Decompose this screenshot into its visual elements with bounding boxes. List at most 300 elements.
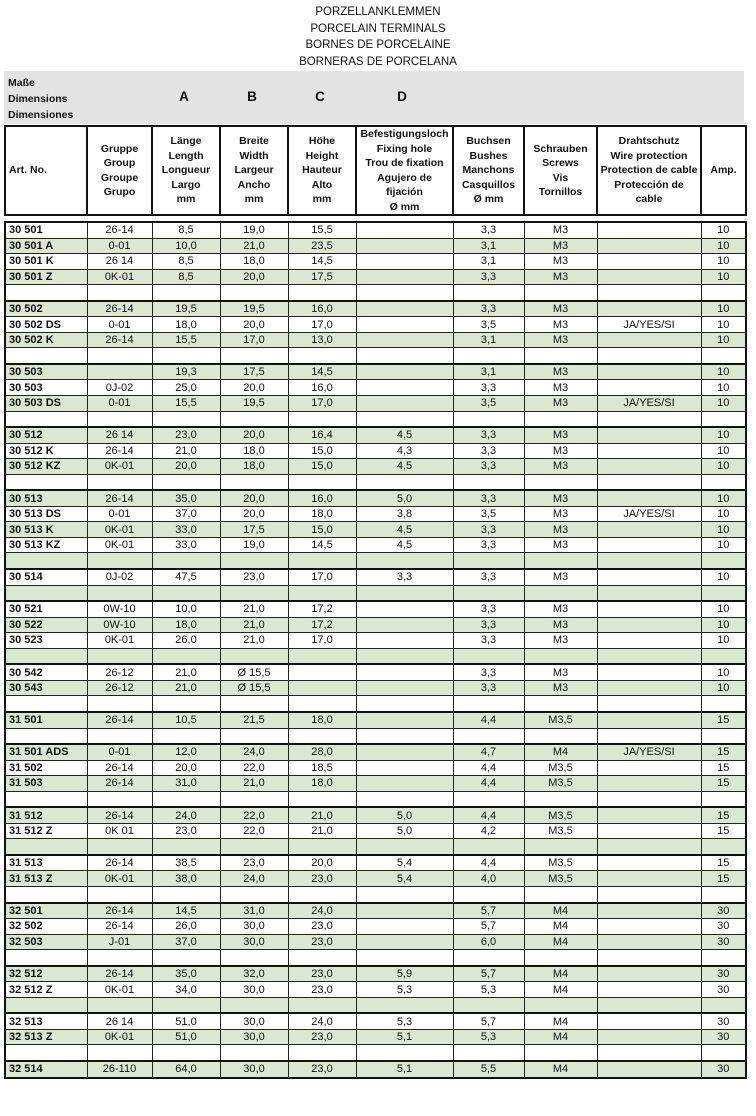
cell-fixing-hole: 5,3 (356, 982, 453, 998)
cell-fixing-hole (356, 919, 453, 935)
cell-amp: 10 (701, 601, 746, 617)
cell-length (152, 886, 220, 902)
cell-width (220, 1045, 288, 1061)
cell-amp (701, 839, 746, 855)
cell-wire-protection (597, 269, 701, 285)
cell-length: 26,0 (152, 633, 220, 649)
cell-amp: 30 (701, 903, 746, 919)
table-gap-row (5, 585, 746, 601)
cell-art-no: 32 513 Z (5, 1029, 87, 1045)
table-row (5, 934, 746, 950)
terminals-table (4, 125, 747, 1079)
cell-width (220, 696, 288, 712)
cell-art-no: 30 503 (5, 380, 87, 396)
cell-length: 33,0 (152, 522, 220, 538)
cell-group: 26-14 (87, 807, 152, 823)
cell-bushes: 3,3 (453, 633, 524, 649)
cell-screws: M3 (524, 380, 597, 396)
cell-screws (524, 728, 597, 744)
cell-bushes: 3,1 (453, 364, 524, 380)
cell-art-no: 30 543 (5, 680, 87, 696)
cell-width: 30,0 (220, 1013, 288, 1029)
cell-group: 0K-01 (87, 633, 152, 649)
cell-length (152, 1045, 220, 1061)
cell-height: 16,0 (288, 490, 356, 506)
cell-height (288, 997, 356, 1013)
cell-group (87, 791, 152, 807)
cell-width (220, 585, 288, 601)
cell-height: 14,5 (288, 254, 356, 270)
cell-group (87, 411, 152, 427)
cell-wire-protection (597, 443, 701, 459)
cell-length: 33,0 (152, 537, 220, 553)
cell-width: 21,0 (220, 601, 288, 617)
cell-wire-protection (597, 982, 701, 998)
cell-length: 10,0 (152, 238, 220, 254)
cell-height: 14,5 (288, 537, 356, 553)
cell-art-no: 30 501 (5, 222, 87, 238)
table-row (5, 855, 746, 871)
cell-width: 21,0 (220, 776, 288, 792)
cell-fixing-hole: 4,5 (356, 537, 453, 553)
cell-amp: 10 (701, 317, 746, 333)
cell-art-no: 32 512 (5, 966, 87, 982)
cell-amp (701, 585, 746, 601)
dimensions-band (4, 71, 744, 124)
cell-width (220, 839, 288, 855)
cell-art-no: 31 512 Z (5, 823, 87, 839)
cell-amp: 15 (701, 807, 746, 823)
cell-width: 30,0 (220, 919, 288, 935)
cell-amp: 10 (701, 633, 746, 649)
cell-bushes: 3,1 (453, 332, 524, 348)
cell-width (220, 950, 288, 966)
cell-art-no: 30 521 (5, 601, 87, 617)
cell-art-no: 30 523 (5, 633, 87, 649)
header-width: Breite Width Largeur Ancho mm (220, 126, 288, 215)
cell-amp: 10 (701, 380, 746, 396)
cell-bushes: 3,3 (453, 427, 524, 443)
cell-wire-protection (597, 648, 701, 664)
table-header-row (5, 126, 746, 215)
cell-width: 21,5 (220, 712, 288, 728)
cell-fixing-hole (356, 411, 453, 427)
cell-bushes: 4,4 (453, 776, 524, 792)
cell-group: 0-01 (87, 238, 152, 254)
cell-amp: 10 (701, 617, 746, 633)
header-screws: Schrauben Screws Vis Tornillos (524, 126, 597, 215)
cell-fixing-hole: 5,0 (356, 490, 453, 506)
cell-amp: 30 (701, 982, 746, 998)
cell-wire-protection (597, 332, 701, 348)
cell-group: 0K-01 (87, 522, 152, 538)
cell-group: 26-14 (87, 490, 152, 506)
cell-fixing-hole (356, 238, 453, 254)
cell-amp: 30 (701, 966, 746, 982)
table-row (5, 269, 746, 285)
cell-bushes: 3,3 (453, 301, 524, 317)
cell-height (288, 553, 356, 569)
cell-fixing-hole: 5,0 (356, 807, 453, 823)
cell-art-no: 30 501 Z (5, 269, 87, 285)
table-row (5, 1013, 746, 1029)
cell-screws: M3 (524, 506, 597, 522)
cell-fixing-hole (356, 712, 453, 728)
cell-fixing-hole: 5,0 (356, 823, 453, 839)
cell-width: 32,0 (220, 966, 288, 982)
cell-group: 0-01 (87, 744, 152, 760)
cell-wire-protection (597, 855, 701, 871)
cell-fixing-hole: 4,5 (356, 427, 453, 443)
cell-bushes (453, 285, 524, 301)
header-amp: Amp. (701, 126, 746, 215)
table-row (5, 364, 746, 380)
cell-length: 24,0 (152, 807, 220, 823)
cell-height (288, 411, 356, 427)
title-line-fr: BORNES DE PORCELAINE (305, 39, 451, 51)
cell-length: 8,5 (152, 222, 220, 238)
header-fixing-hole: Befestigungsloch Fixing hole Trou de fixation Agujero de fijación Ø mm (356, 126, 453, 215)
cell-group (87, 585, 152, 601)
cell-width: 23,0 (220, 569, 288, 585)
cell-group (87, 997, 152, 1013)
cell-bushes: 4,7 (453, 744, 524, 760)
cell-bushes: 5,7 (453, 1013, 524, 1029)
cell-screws: M3,5 (524, 712, 597, 728)
table-row (5, 396, 746, 412)
cell-art-no: 32 503 (5, 934, 87, 950)
cell-fixing-hole (356, 903, 453, 919)
cell-wire-protection: JA/YES/SI (597, 744, 701, 760)
cell-width: 31,0 (220, 903, 288, 919)
table-gap-row (5, 886, 746, 902)
cell-art-no (5, 285, 87, 301)
cell-amp (701, 474, 746, 490)
table-row (5, 601, 746, 617)
cell-length: 38,5 (152, 855, 220, 871)
cell-width (220, 411, 288, 427)
header-height: Höhe Height Hauteur Alto mm (288, 126, 356, 215)
cell-length (152, 791, 220, 807)
table-row (5, 254, 746, 270)
cell-group: 0K-01 (87, 537, 152, 553)
cell-group (87, 696, 152, 712)
header-group: Gruppe Group Groupe Grupo (87, 126, 152, 215)
cell-height: 23,0 (288, 982, 356, 998)
cell-art-no (5, 997, 87, 1013)
cell-screws: M3 (524, 254, 597, 270)
table-gap-row (5, 839, 746, 855)
cell-screws: M4 (524, 934, 597, 950)
cell-length (152, 411, 220, 427)
cell-group (87, 839, 152, 855)
table-row (5, 238, 746, 254)
cell-width: 17,5 (220, 522, 288, 538)
cell-height (288, 680, 356, 696)
cell-screws: M3,5 (524, 823, 597, 839)
cell-wire-protection (597, 459, 701, 475)
cell-length (152, 348, 220, 364)
cell-screws: M4 (524, 919, 597, 935)
cell-length: 23,0 (152, 823, 220, 839)
cell-wire-protection (597, 728, 701, 744)
cell-screws: M4 (524, 1029, 597, 1045)
cell-width: 21,0 (220, 633, 288, 649)
cell-fixing-hole (356, 585, 453, 601)
cell-bushes (453, 585, 524, 601)
cell-amp: 10 (701, 522, 746, 538)
cell-width: 21,0 (220, 238, 288, 254)
cell-width: 20,0 (220, 269, 288, 285)
cell-amp: 10 (701, 254, 746, 270)
cell-wire-protection (597, 1045, 701, 1061)
cell-amp: 10 (701, 269, 746, 285)
cell-height: 15,0 (288, 443, 356, 459)
cell-group: 26-14 (87, 712, 152, 728)
cell-fixing-hole (356, 332, 453, 348)
cell-wire-protection (597, 997, 701, 1013)
cell-bushes: 3,3 (453, 664, 524, 680)
cell-length: 51,0 (152, 1029, 220, 1045)
cell-wire-protection (597, 823, 701, 839)
cell-screws: M3 (524, 601, 597, 617)
cell-wire-protection (597, 966, 701, 982)
cell-length: 20,0 (152, 760, 220, 776)
cell-screws: M3 (524, 269, 597, 285)
table-gap-row (5, 474, 746, 490)
cell-width: 22,0 (220, 760, 288, 776)
cell-length (152, 950, 220, 966)
cell-group (87, 1045, 152, 1061)
cell-length: 23,0 (152, 427, 220, 443)
cell-screws: M4 (524, 1013, 597, 1029)
cell-amp: 10 (701, 238, 746, 254)
table-row (5, 317, 746, 333)
cell-wire-protection (597, 490, 701, 506)
table-row (5, 871, 746, 887)
cell-bushes (453, 553, 524, 569)
cell-art-no: 32 502 (5, 919, 87, 935)
cell-art-no: 32 501 (5, 903, 87, 919)
cell-length: 18,0 (152, 617, 220, 633)
cell-group: 26-14 (87, 443, 152, 459)
cell-amp: 15 (701, 855, 746, 871)
cell-group: 26-14 (87, 966, 152, 982)
cell-screws (524, 997, 597, 1013)
cell-length: 8,5 (152, 254, 220, 270)
cell-width: 23,0 (220, 855, 288, 871)
cell-wire-protection: JA/YES/SI (597, 396, 701, 412)
cell-height (288, 886, 356, 902)
header-art-no: Art. No. (5, 126, 87, 215)
cell-amp: 10 (701, 427, 746, 443)
cell-length: 38,0 (152, 871, 220, 887)
cell-bushes: 3,3 (453, 269, 524, 285)
cell-group: 26-12 (87, 664, 152, 680)
cell-height: 17,2 (288, 617, 356, 633)
cell-fixing-hole (356, 744, 453, 760)
cell-length: 51,0 (152, 1013, 220, 1029)
cell-height: 21,0 (288, 823, 356, 839)
cell-bushes: 4,2 (453, 823, 524, 839)
cell-height: 18,5 (288, 760, 356, 776)
cell-length: 37,0 (152, 506, 220, 522)
cell-amp: 10 (701, 364, 746, 380)
cell-width: 20,0 (220, 380, 288, 396)
cell-group: 0-01 (87, 317, 152, 333)
cell-bushes: 3,3 (453, 490, 524, 506)
cell-group: 26 14 (87, 427, 152, 443)
cell-art-no: 30 513 KZ (5, 537, 87, 553)
cell-screws: M3 (524, 459, 597, 475)
cell-wire-protection (597, 807, 701, 823)
cell-wire-protection (597, 1029, 701, 1045)
cell-group (87, 364, 152, 380)
table-row (5, 1061, 746, 1078)
cell-length: 18,0 (152, 317, 220, 333)
cell-wire-protection (597, 776, 701, 792)
cell-wire-protection (597, 553, 701, 569)
table-row (5, 744, 746, 760)
cell-wire-protection (597, 903, 701, 919)
cell-amp: 10 (701, 664, 746, 680)
cell-screws: M3 (524, 396, 597, 412)
cell-art-no: 30 512 (5, 427, 87, 443)
cell-fixing-hole (356, 364, 453, 380)
cell-screws (524, 285, 597, 301)
cell-group (87, 285, 152, 301)
cell-screws: M3 (524, 301, 597, 317)
cell-wire-protection (597, 254, 701, 270)
cell-screws (524, 348, 597, 364)
cell-amp: 30 (701, 934, 746, 950)
cell-screws (524, 839, 597, 855)
cell-art-no: 30 513 (5, 490, 87, 506)
cell-amp: 15 (701, 823, 746, 839)
cell-group: 26-14 (87, 222, 152, 238)
cell-art-no (5, 791, 87, 807)
cell-art-no (5, 696, 87, 712)
cell-screws: M3 (524, 364, 597, 380)
cell-height (288, 585, 356, 601)
table-row (5, 1029, 746, 1045)
table-gap-row (5, 950, 746, 966)
cell-fixing-hole: 5,1 (356, 1029, 453, 1045)
cell-length: 21,0 (152, 443, 220, 459)
cell-bushes (453, 696, 524, 712)
cell-wire-protection (597, 664, 701, 680)
cell-width: 22,0 (220, 807, 288, 823)
cell-screws: M4 (524, 903, 597, 919)
cell-screws: M3 (524, 222, 597, 238)
cell-fixing-hole (356, 696, 453, 712)
cell-art-no (5, 553, 87, 569)
cell-height (288, 839, 356, 855)
cell-fixing-hole: 3,8 (356, 506, 453, 522)
cell-fixing-hole (356, 285, 453, 301)
cell-screws: M3,5 (524, 776, 597, 792)
cell-height: 28,0 (288, 744, 356, 760)
cell-length: 10,0 (152, 601, 220, 617)
cell-screws: M4 (524, 982, 597, 998)
cell-art-no: 30 502 (5, 301, 87, 317)
cell-height: 23,5 (288, 238, 356, 254)
cell-fixing-hole (356, 791, 453, 807)
cell-fixing-hole: 4,5 (356, 522, 453, 538)
cell-wire-protection (597, 760, 701, 776)
cell-length (152, 696, 220, 712)
cell-wire-protection (597, 569, 701, 585)
cell-screws (524, 886, 597, 902)
cell-fixing-hole (356, 301, 453, 317)
cell-amp (701, 696, 746, 712)
cell-wire-protection (597, 680, 701, 696)
cell-height: 15,0 (288, 459, 356, 475)
cell-group: 26 14 (87, 254, 152, 270)
cell-fixing-hole: 4,5 (356, 459, 453, 475)
cell-fixing-hole (356, 617, 453, 633)
cell-screws: M3 (524, 664, 597, 680)
cell-height: 17,0 (288, 317, 356, 333)
cell-fixing-hole: 5,1 (356, 1061, 453, 1078)
cell-bushes: 3,1 (453, 238, 524, 254)
cell-group: 26-12 (87, 680, 152, 696)
dimension-letter-d: D (397, 89, 407, 104)
cell-length: 47,5 (152, 569, 220, 585)
cell-fixing-hole: 5,4 (356, 855, 453, 871)
cell-group: 0-01 (87, 506, 152, 522)
cell-bushes (453, 886, 524, 902)
cell-fixing-hole: 5,4 (356, 871, 453, 887)
cell-art-no (5, 728, 87, 744)
cell-amp: 10 (701, 332, 746, 348)
cell-width: 20,0 (220, 427, 288, 443)
cell-height: 16,0 (288, 301, 356, 317)
cell-fixing-hole: 4,3 (356, 443, 453, 459)
cell-group (87, 950, 152, 966)
cell-width: 19,0 (220, 537, 288, 553)
cell-art-no (5, 1045, 87, 1061)
cell-length: 25,0 (152, 380, 220, 396)
cell-bushes: 5,7 (453, 903, 524, 919)
cell-group: J-01 (87, 934, 152, 950)
cell-amp (701, 648, 746, 664)
cell-bushes: 4,4 (453, 855, 524, 871)
cell-height: 23,0 (288, 1061, 356, 1078)
cell-wire-protection (597, 950, 701, 966)
cell-art-no (5, 585, 87, 601)
cell-art-no: 31 513 (5, 855, 87, 871)
cell-length (152, 997, 220, 1013)
cell-screws (524, 411, 597, 427)
cell-amp: 10 (701, 680, 746, 696)
cell-height (288, 474, 356, 490)
cell-screws: M3 (524, 427, 597, 443)
cell-amp (701, 886, 746, 902)
cell-height: 24,0 (288, 1013, 356, 1029)
cell-bushes (453, 1045, 524, 1061)
cell-screws: M4 (524, 966, 597, 982)
cell-amp: 15 (701, 712, 746, 728)
cell-height: 23,0 (288, 1029, 356, 1045)
cell-amp: 10 (701, 569, 746, 585)
cell-group: 26-14 (87, 332, 152, 348)
cell-height: 23,0 (288, 871, 356, 887)
cell-bushes: 3,3 (453, 380, 524, 396)
cell-screws (524, 553, 597, 569)
cell-height: 17,2 (288, 601, 356, 617)
cell-bushes: 4,4 (453, 760, 524, 776)
